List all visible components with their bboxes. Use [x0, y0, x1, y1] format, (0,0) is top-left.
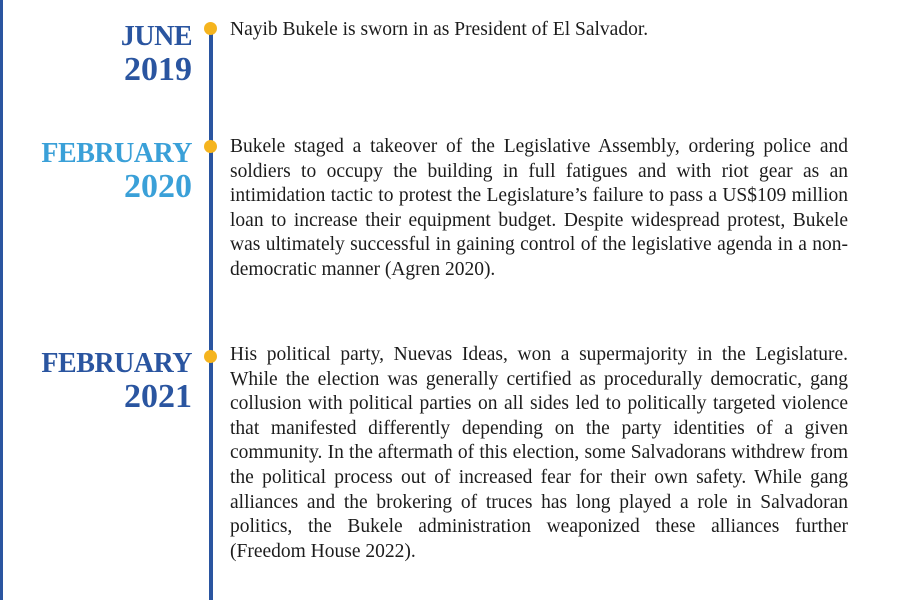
timeline-line — [209, 28, 213, 600]
entry-month: JUNE — [120, 21, 192, 52]
entry-month: FEBRUARY — [41, 348, 192, 379]
entry-year: 2019 — [124, 51, 192, 88]
entry-description: His political party, Nuevas Ideas, won a supermajority in the Legislature. While the election was generally certified as procedurally democratic, gang collusion with political parties on all sides led to politically targeted violence that manifested differently depending on the party identities of a given community. In the aftermath of this election, some Salvadorans withdrew from the political process out of increased fear for their own safety. While gang alliances and the brokering of truces has long played a role in Salvadoran politics, the Bukele administration weaponized these alliances further (Freedom House 2022). — [230, 344, 848, 562]
entry-description: Nayib Bukele is sworn in as President of El Salvador. — [230, 19, 649, 40]
entry-year: 2020 — [124, 168, 192, 205]
entry-date — [121, 22, 192, 88]
entry-date — [41, 139, 192, 205]
entry-month: FEBRUARY — [41, 138, 192, 169]
entry-year: 2021 — [124, 378, 192, 415]
timeline-dot — [204, 22, 217, 35]
entry-description: Bukele staged a takeover of the Legislative Assembly, ordering police and soldiers to occupy the building in full fatigues and with riot gear as an intimidation tactic to protest the Legislature’s failure to pass a US$109 million loan to increase their equipment budget. Despite widespread protest, Bukele was ultimately successful in gaining control of the legislative agenda in a non-democratic manner (Agren 2020). — [230, 136, 848, 280]
timeline-dot — [204, 140, 217, 153]
timeline-dot — [204, 350, 217, 363]
left-border-rule — [0, 0, 3, 600]
entry-date — [41, 349, 192, 415]
